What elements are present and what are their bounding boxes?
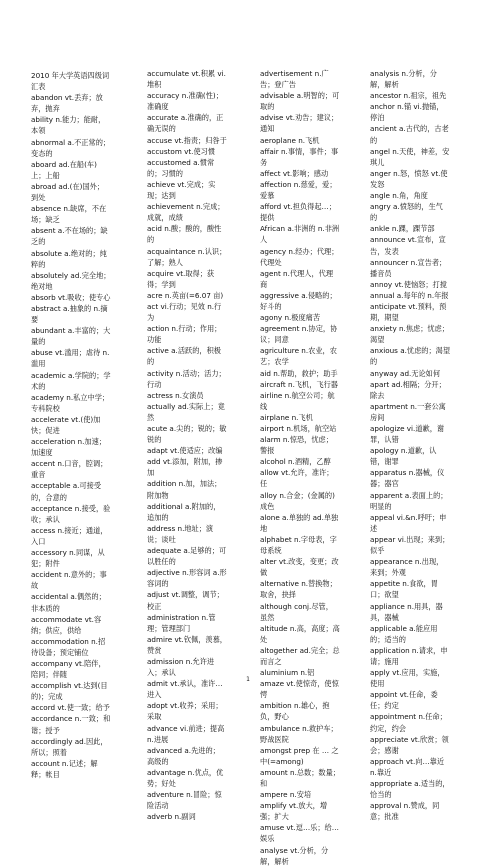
vocab-entry: activity n.活动；活力；行动 [147,368,226,389]
vocab-entry: absorb vt.吸收；使专心 [31,292,111,302]
vocab-entry: actually ad.实际上；竟然 [147,401,225,422]
vocab-entry: amuse vt.逗…乐；给…娱乐 [260,823,339,844]
vocab-entry: action n.行动；作用；功能 [147,324,222,345]
vocab-entry: alphabet n.字母表，字母系统 [260,534,337,556]
vocab-entry: aboard ad.在船(车)上；上船 [31,159,97,180]
vocab-entry: addition n.加，加法；附加物 [147,479,222,500]
vocab-entry: adjust vt.调整，调节；校正 [147,590,224,611]
vocab-entry: adequate a.足够的；可以胜任的 [147,546,227,567]
vocab-entry: affect vt.影响；感动 [260,168,329,178]
vocab-entry: alloy n.合金；(金属的)成色 [260,490,335,511]
vocab-entry: advance vi.前进；提高 n.进展 [147,723,225,744]
vocab-entry: account n.记述；解释；帐目 [31,758,98,779]
vocab-entry: acid n.酸；酸的，酸性的 [147,224,222,245]
vocab-entry: alarm n.惊恐，忧虑；警报 [260,435,333,456]
vocab-entry: administration n.管理；管理部门 [147,612,216,633]
vocab-entry: ancient a.古代的，古老的 [370,124,449,145]
vocab-entry: accustom vt.使习惯 [147,146,216,156]
vocab-entry: alcohol n.酒精，乙醇 [260,457,331,467]
vocab-entry: advisable a.明智的；可取的 [260,91,340,112]
vocab-entry: accompany vt.陪伴，陪同；伴随 [31,658,106,680]
vocab-entry: abstract a.抽象的 n.摘要 [31,303,108,325]
vocab-entry: appreciate vt.欣赏；领会；感谢 [370,734,449,755]
vocab-entry: achieve vt.完成；实现；达到 [147,179,216,201]
vocab-entry: ability n.能力；能耐，本领 [31,115,106,136]
vocab-entry: affair n.事情，事件；事务 [260,146,339,167]
vocab-entry: angry a.愤怒的，生气的 [370,202,443,223]
vocab-entry: application n.请求，申请；施用 [370,645,448,666]
vocab-entry: adjective n.形容词 a.形容词的 [147,568,227,589]
vocab-column-3 [260,68,340,867]
vocab-entry: agency n.经办；代理；代理处 [260,246,339,267]
vocab-entry: ampere n.安培 [260,790,312,800]
vocab-entry: anyway ad.无论如何 [370,368,441,378]
vocab-entry: accustomed a.惯常的；习惯的 [147,157,215,178]
vocab-entry: accordingly ad.因此，所以；照着 [31,736,108,757]
vocab-entry: accent n.口音，腔调；重音 [31,459,108,480]
vocab-entry: although conj.尽管，虽然 [260,601,333,622]
vocab-entry: advise vt.劝告；建议；通知 [260,113,339,134]
vocab-entry: alternative n.替换物；取舍，抉择 [260,579,337,600]
vocab-entry: absolute a.绝对的；纯粹的 [31,248,107,269]
vocab-entry: adapt vt.使适应；改编 [147,446,223,456]
page-number: 1 [246,676,250,683]
vocab-entry: apply vt.应用，实施，使用 [370,668,445,689]
vocab-entry: accommodate vt.容纳；供应，供给 [31,614,102,635]
vocab-entry: angel n.天使，神差，安琪儿 [370,146,450,167]
vocab-entry: accumulate vt.积累 vi.堆积 [147,69,226,90]
vocab-entry: ancestor n.祖宗，祖先 [370,91,447,101]
vocab-entry: admire vt.钦佩，羡慕，赞赏 [147,634,227,655]
vocab-entry: anticipate vt.预料，预期，期望 [370,301,447,323]
vocab-entry: amongst prep 在 … 之 中(=among) [260,745,339,766]
vocab-entry: acceleration n.加速；加速度 [31,437,106,458]
vocab-entry: apparent a.表面上的；明显的 [370,490,448,511]
vocab-entry: accessory n.同谋，从犯；附件 [31,548,105,569]
vocab-entry: aggressive a.侵略的；好斗的 [260,290,337,311]
vocab-entry: acre n.英亩(=6.07 亩) [147,290,224,300]
vocab-entry: abroad ad.(在)国外；到处 [31,181,105,203]
vocab-entry: acquaintance n.认识；了解；熟人 [147,246,227,267]
vocab-entry: amount n.总数；数量；和 [260,767,340,788]
vocab-entry: airplane n.飞机 [260,412,313,422]
vocab-entry: add vt.添加，附加，掺加 [147,457,223,478]
vocab-entry: accommodation n.招待设备；预定铺位 [31,636,106,657]
vocab-entry: accuse vt.指责；归咎于 [147,135,227,145]
vocab-entry: absence n.缺席，不在场；缺乏 [31,204,107,225]
vocab-entry: approach vt.向…靠近 n.靠近 [370,756,445,777]
vocab-entry: agent n.代理人，代理商 [260,268,334,289]
vocab-entry: admit vt.承认，准许…进入 [147,679,223,700]
vocab-entry: accord vt.使一致；给予 [31,703,110,713]
vocab-entry: adopt vt.收养；采用；采取 [147,701,223,722]
vocab-entry: absent a.不在场的；缺乏的 [31,226,108,247]
vocab-entry: applicable a.能应用的；适当的 [370,623,438,644]
vocab-entry: aluminium n.铝 [260,668,315,678]
vocab-entry: academy n.私立中学；专科院校 [31,392,110,413]
vocab-entry: accurate a.准确的，正确无误的 [147,113,224,134]
vocab-entry: anchor n.锚 vi.抛锚，停泊 [370,102,444,123]
vocab-entry: acceptable a.可接受的，合意的 [31,481,102,502]
vocab-entry: afford vt.担负得起…；提供 [260,202,336,223]
vocab-entry: affection n.慈爱，爱；爱慕 [260,179,337,201]
vocab-entry: ambition n.雄心，抱负，野心 [260,701,330,722]
vocab-entry: agreement n.协定，协议；同意 [260,324,338,345]
vocab-entry: announce vt.宣布，宣告，发表 [370,235,446,256]
document-title: 2010 年大学英语四级词汇表 [31,71,110,92]
vocab-entry: ambulance n.救护车；野战医院 [260,723,338,744]
vocab-entry: accidental a.偶然的；非本质的 [31,592,106,613]
vocab-entry: appearance n.出现，来到；外观 [370,557,444,578]
vocab-entry: access n.接近；通道，入口 [31,525,108,546]
vocab-entry: apparatus n.器械，仪器；器官 [370,468,445,489]
vocab-entry: actress n.女演员 [147,390,204,400]
vocab-entry: accelerate vt.(使)加快；促进 [31,414,101,435]
vocab-entry: advanced a.先进的；高级的 [147,745,220,766]
vocab-entry: adverb n.副词 [147,812,196,822]
vocab-entry: abnormal a.不正常的；变态的 [31,137,111,158]
vocab-entry: amplify vt.放大，增强；扩大 [260,801,328,822]
vocab-entry: airline n.航空公司；航线 [260,390,335,411]
vocab-entry: appeal vi.&n.呼吁；申述 [370,512,447,533]
vocab-entry: appointment n.任命；约定，约会 [370,712,447,733]
vocab-entry: abundant a.丰富的；大量的 [31,326,111,347]
vocab-entry: apartment n.一套公寓房间 [370,401,446,422]
vocab-entry: adventure n.冒险；惊险活动 [147,790,222,811]
vocab-entry: aeroplane n.飞机 [260,135,320,145]
vocab-entry: apologize vi.道歉，谢罪，认错 [370,424,445,445]
vocab-entry: altogether ad.完全；总而言之 [260,645,340,666]
vocab-entry: alone a.单独的 ad.单独地 [260,512,339,533]
vocab-entry: appetite n.食欲，胃口；欲望 [370,579,438,600]
vocab-entry: acquire vt.取得；获得；学到 [147,268,215,289]
vocab-entry: anxiety n.焦虑；忧虑；渴望 [370,324,449,345]
vocab-entry: appliance n.用具，器具，器械 [370,601,443,622]
vocab-entry: address n.地址；演说；谈吐 [147,523,214,544]
vocab-entry: acute a.尖的；锐的；敏锐的 [147,424,227,445]
vocab-entry: admission n.允许进入；承认 [147,656,215,678]
vocab-entry: airport n.机场，航空站 [260,424,337,433]
vocab-entry: analysis n.分析，分解，解析 [370,69,437,90]
vocab-entry: active a.活跃的，积极的 [147,346,221,367]
vocab-entry: act vi.行动；见效 n.行为 [147,301,222,323]
vocab-entry: apart ad.相隔；分开；除去 [370,379,446,400]
vocab-entry: allow vt.允许，准许；任 [260,468,334,489]
vocab-entry: appoint vt.任命，委任；约定 [370,690,438,711]
vocab-entry: amaze vt.使惊奇，使惊愕 [260,679,339,700]
vocab-entry: anxious a.忧虑的；渴望的 [370,346,450,367]
vocab-entry: abuse vt.滥用；虐待 n.滥用 [31,348,110,369]
vocab-entry: academic a.学院的；学术的 [31,370,111,391]
vocab-entry: advantage n.优点，优势；好处 [147,767,224,788]
vocab-entry: ankle n.踝，踝节部 [370,224,435,234]
vocab-entry: accident n.意外的；事故 [31,570,107,591]
vocab-entry: abandon vt.丢弃；放弃，抛弃 [31,93,103,114]
vocab-entry: accordance n.一致；和谐；授予 [31,714,111,735]
vocab-entry: angle n.角，角度 [370,191,428,201]
vocab-entry: acceptance n.接受，验收；承认 [31,503,111,524]
vocab-entry: accomplish vt.达到(目的)；完成 [31,681,108,702]
vocab-entry: appear vi.出现；来到；似乎 [370,534,450,556]
vocab-entry: agriculture n.农业，农艺；农学 [260,346,337,367]
vocab-entry: alter vt.改变，变更；改做 [260,557,339,578]
vocab-entry: additional a.附加的，追加的 [147,501,221,522]
vocab-column-1 [31,68,111,780]
vocab-entry: apology n.道歉，认错，谢罪 [370,446,437,467]
vocab-entry: altitude n.高，高度；高处 [260,623,340,644]
vocab-entry: anger n.怒，愤怒 vt.使发怒 [370,168,448,189]
vocab-entry: annoy vt.使恼怒；打搅 [370,279,447,289]
vocab-entry: achievement n.完成；成就，成绩 [147,202,225,223]
vocab-entry: analyse vt.分析，分解，解析 [260,845,329,866]
vocab-entry: agony n.极度痛苦 [260,313,321,323]
vocab-column-2 [147,68,227,822]
vocab-entry: announcer n.宣告者；播音员 [370,257,447,278]
vocab-entry: approval n.赞成，同意；批准 [370,801,440,822]
vocab-entry: African a.非洲的 n.非洲人 [260,224,340,245]
vocab-column-4 [370,68,450,822]
vocab-entry: aircraft n.飞机，飞行器 [260,379,338,389]
vocab-entry: annual a.每年的 n.年报 [370,290,449,300]
vocab-entry: advertisement n.广告；登广告 [260,69,329,90]
vocab-entry: accuracy n.准确(性)；准确度 [147,91,223,112]
vocab-entry: absolutely ad.完全地；绝对地 [31,270,111,291]
vocab-entry: appropriate a.适当的，恰当的 [370,779,450,800]
vocab-entry: aid n.帮助，救护；助手 [260,368,338,378]
